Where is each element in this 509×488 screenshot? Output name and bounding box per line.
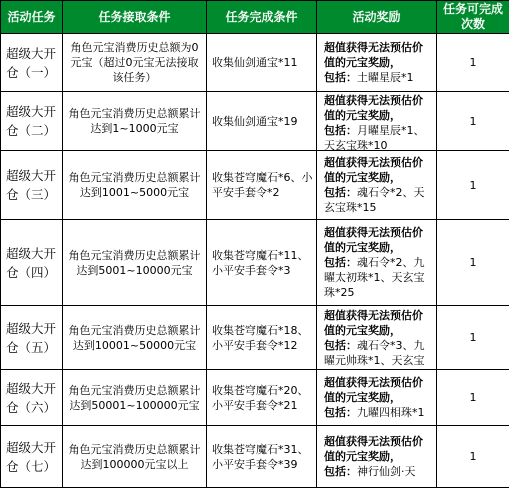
table-row: [1, 220, 509, 306]
header-times: 任务可完成次数: [437, 1, 509, 34]
header-row: [1, 1, 509, 34]
reward-intro: 超值获得无法预估价值的元宝奖励，: [324, 156, 423, 184]
accept-condition: 角色元宝消费历史总额累计达到50001~100000元宝: [63, 370, 207, 426]
reward-cell: [317, 220, 437, 306]
completion-times: 1: [437, 92, 509, 151]
table-row: [1, 92, 509, 151]
completion-condition: 收集仙剑通宝*11: [207, 34, 317, 92]
task-name: 超级大开仓（七）: [1, 426, 63, 488]
completion-times: 1: [437, 426, 509, 488]
table-row: [1, 151, 509, 220]
reward-label: 包括：: [324, 465, 357, 478]
completion-condition: 收集仙剑通宝*19: [207, 92, 317, 151]
reward-items: 九曜四相珠*1: [357, 406, 425, 419]
completion-condition: 收集苍穹魔石*18、小平安手套令*12: [207, 306, 317, 370]
accept-condition: 角色元宝消费历史总额累计达到100000元宝以上: [63, 426, 207, 488]
reward-intro: 超值获得无法预估价值的元宝奖励，: [324, 309, 423, 337]
reward-label: 包括：: [324, 124, 357, 137]
task-name: 超级大开仓（一）: [1, 34, 63, 92]
reward-intro: 超值获得无法预估价值的元宝奖励，: [324, 226, 423, 254]
completion-times: 1: [437, 34, 509, 92]
reward-cell: [317, 306, 437, 370]
reward-items: 土曜星辰*1: [357, 71, 414, 84]
reward-intro: 超值获得无法预估价值的元宝奖励，: [324, 435, 423, 463]
reward-intro: 超值获得无法预估价值的元宝奖励，: [324, 376, 423, 404]
reward-cell: [317, 370, 437, 426]
completion-condition: 收集苍穹魔石*20、小平安手套令*21: [207, 370, 317, 426]
completion-times: 1: [437, 220, 509, 306]
task-name: 超级大开仓（二）: [1, 92, 63, 151]
reward-cell: [317, 92, 437, 151]
table-row: [1, 370, 509, 426]
reward-items: 魂石令*3、九曜元帅珠*1、天玄宝: [324, 339, 425, 367]
table-row: [1, 426, 509, 488]
reward-cell: [317, 151, 437, 220]
completion-times: 1: [437, 370, 509, 426]
reward-label: 包括：: [324, 71, 357, 84]
completion-condition: 收集苍穹魔石*31、小平安手套令*39: [207, 426, 317, 488]
accept-condition: 角色元宝消费历史总额为0元宝（超过0元宝无法接取该任务）: [63, 34, 207, 92]
completion-condition: 收集苍穹魔石*11、小平安手套令*3: [207, 220, 317, 306]
reward-items: 神行仙剑·天: [357, 465, 416, 478]
header-reward: 活动奖励: [317, 1, 437, 34]
accept-condition: 角色元宝消费历史总额累计达到1001~5000元宝: [63, 151, 207, 220]
task-name: 超级大开仓（六）: [1, 370, 63, 426]
table-row: [1, 34, 509, 92]
reward-label: 包括：: [324, 186, 357, 199]
completion-times: 1: [437, 306, 509, 370]
reward-cell: [317, 426, 437, 488]
accept-condition: 角色元宝消费历史总额累计达到1~1000元宝: [63, 92, 207, 151]
completion-times: 1: [437, 151, 509, 220]
reward-label: 包括：: [324, 256, 357, 269]
reward-items: 魂石令*2、九曜太初珠*1、天玄宝珠*25: [324, 256, 425, 299]
task-name: 超级大开仓（三）: [1, 151, 63, 220]
reward-label: 包括：: [324, 406, 357, 419]
reward-intro: 超值获得无法预估价值的元宝奖励，: [324, 41, 423, 69]
reward-label: 包括：: [324, 339, 357, 352]
reward-intro: 超值获得无法预估价值的元宝奖励，: [324, 94, 423, 122]
table-row: [1, 306, 509, 370]
reward-cell: [317, 34, 437, 92]
accept-condition: 角色元宝消费历史总额累计达到5001~10000元宝: [63, 220, 207, 306]
reward-items: 月曜星辰*1、天玄宝珠*10: [324, 124, 425, 150]
header-completion: 任务完成条件: [207, 1, 317, 34]
task-name: 超级大开仓（五）: [1, 306, 63, 370]
reward-items: 魂石令*2、天玄宝珠*15: [324, 186, 425, 214]
header-task: 活动任务: [1, 1, 63, 34]
header-condition: 任务接取条件: [63, 1, 207, 34]
task-name: 超级大开仓（四）: [1, 220, 63, 306]
completion-condition: 收集苍穹魔石*6、小平安手套令*2: [207, 151, 317, 220]
accept-condition: 角色元宝消费历史总额累计达到10001~50000元宝: [63, 306, 207, 370]
